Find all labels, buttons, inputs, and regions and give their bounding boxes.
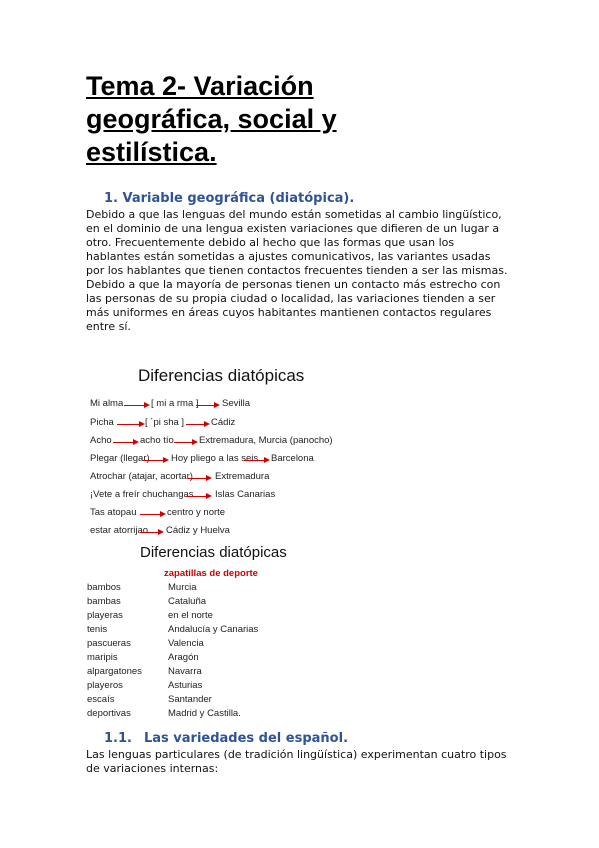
paragraph-line: Debido a que la mayoría de personas tienen un contacto más estrecho con xyxy=(86,278,501,291)
fig1-from: Tas atopau xyxy=(90,507,137,518)
section2-number: 1.1. xyxy=(104,731,132,746)
fig1-from: Picha xyxy=(90,417,114,428)
figure1-title: Diferencias diatópicas xyxy=(138,366,305,385)
fig1-from: Acho xyxy=(90,435,112,446)
fig2-word: bambas xyxy=(87,596,121,607)
arrow-icon xyxy=(188,478,210,479)
fig2-word: escaís xyxy=(87,694,115,705)
fig2-word: tenis xyxy=(87,624,108,635)
fig2-word: playeros xyxy=(87,680,123,691)
fig2-region: Cataluña xyxy=(168,596,207,607)
fig2-region: Andalucía y Canarias xyxy=(168,624,259,635)
section1-paragraph xyxy=(86,208,516,334)
fig1-mid: Hoy pliego a las seis xyxy=(171,453,259,464)
arrow-icon xyxy=(196,405,218,406)
title-line: estilística. xyxy=(86,137,217,167)
section2-paragraph xyxy=(86,748,526,776)
fig2-region: Aragón xyxy=(168,652,199,663)
fig2-word: deportivas xyxy=(87,708,131,719)
paragraph-line: Las lenguas particulares (de tradición lingüística) experimentan cuatro tipos xyxy=(86,748,507,761)
arrow-icon xyxy=(140,532,162,533)
fig1-from: Mi alma xyxy=(90,398,124,409)
fig1-to: centro y norte xyxy=(167,507,226,518)
fig2-region: Santander xyxy=(168,694,212,705)
fig1-from: Atrochar (atajar, acortar) xyxy=(90,471,193,482)
arrow-icon xyxy=(140,514,164,515)
paragraph-line: hablantes están sometidas a ajustes comunicativos, las variantes usadas xyxy=(86,250,491,263)
fig1-to: Extremadura xyxy=(215,471,270,482)
fig1-to: Islas Canarias xyxy=(215,489,276,500)
paragraph-line: Debido a que las lenguas del mundo están sometidas al cambio lingüístico, xyxy=(86,208,502,221)
arrow-icon xyxy=(124,405,148,406)
fig1-to: Extremadura, Murcia (panocho) xyxy=(199,435,333,446)
figure2-title: Diferencias diatópicas xyxy=(140,544,287,561)
arrow-icon xyxy=(174,442,196,443)
arrow-icon xyxy=(143,460,167,461)
paragraph-line: por los hablantes que tienen contactos frecuentes tienden a ser las mismas. xyxy=(86,264,508,277)
fig1-mid: acho tío xyxy=(140,435,174,446)
arrow-icon xyxy=(186,496,210,497)
arrow-icon xyxy=(186,424,208,425)
fig2-region: Valencia xyxy=(168,638,204,649)
fig2-region: Asturias xyxy=(168,680,203,691)
fig2-region: en el norte xyxy=(168,610,213,621)
fig2-region: Navarra xyxy=(168,666,202,677)
title-line: Tema 2- Variación xyxy=(86,71,314,101)
fig1-to: Barcelona xyxy=(271,453,314,464)
fig1-to: Cádiz xyxy=(211,417,236,428)
fig2-word: playeras xyxy=(87,610,123,621)
paragraph-line: las personas de su propia ciudad o localidad, las variaciones tienden a ser xyxy=(86,292,496,305)
fig2-word: alpargatones xyxy=(87,666,142,677)
title-line: geográfica, social y xyxy=(86,104,337,134)
fig1-from: estar atorrijao xyxy=(90,525,149,536)
fig2-region: Madrid y Castilla. xyxy=(168,708,241,719)
section1-heading: 1. Variable geográfica (diatópica). xyxy=(104,191,355,206)
section2-heading xyxy=(104,731,348,746)
paragraph-line: en el dominio de una lengua existen variaciones que difieren de un lugar a xyxy=(86,222,500,235)
fig1-from: Plegar (llegar) xyxy=(90,453,150,464)
arrow-icon xyxy=(113,442,137,443)
paragraph-line: más uniformes en áreas cuyos habitantes mantienen contactos regulares xyxy=(86,306,492,319)
fig2-word: bambos xyxy=(87,582,121,593)
fig1-mid: [ ´pi sha ] xyxy=(145,417,185,428)
fig1-mid: [ mi a rma ] xyxy=(151,398,199,409)
fig1-from: ¡Vete a freír chuchangas xyxy=(90,489,194,500)
section2-heading-text: Las variedades del español. xyxy=(143,731,349,746)
fig2-region: Murcia xyxy=(168,582,197,593)
arrow-icon xyxy=(117,424,143,425)
fig1-to: Sevilla xyxy=(222,398,250,409)
fig2-word: pascueras xyxy=(87,638,131,649)
paragraph-line: de variaciones internas: xyxy=(86,762,219,775)
paragraph-line: entre sí. xyxy=(86,320,131,333)
arrow-icon xyxy=(244,460,268,461)
document-title xyxy=(86,70,506,169)
paragraph-line: otro. Frecuentemente debido al hecho que las formas que usan los xyxy=(86,236,455,249)
figure2-subtitle: zapatillas de deporte xyxy=(164,568,258,579)
fig1-to: Cádiz y Huelva xyxy=(166,525,230,536)
fig2-word: maripis xyxy=(87,652,118,663)
